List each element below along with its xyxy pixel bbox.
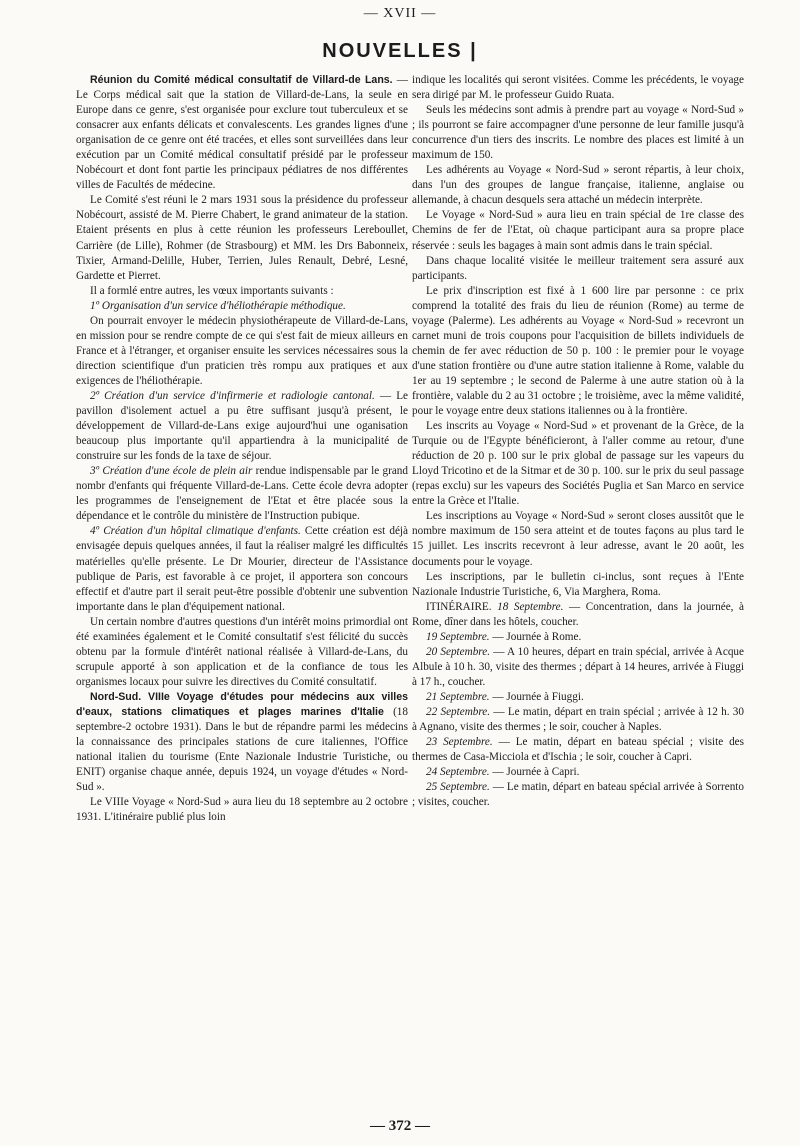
item-text: Cette création est déjà envisagée depuis quelques années, il faut la réaliser malgré les difficultés matérielles qu'elle présente. Le Dr Mourier, directeur de l'Assistance publique de Paris, est favorable à ce projet, il apportera son concours effectif et d'autre part il serait peut-être possible d'obtenir une subvention importante dans le plan d'équipement national.	[76, 525, 409, 613]
itinerary-item	[412, 690, 744, 705]
itinerary-text: — Le matin, départ en bateau spécial ; visite des thermes de Casa-Micciola et d'Ischia ; le soir, coucher à Capri.	[412, 736, 744, 764]
paragraph: Le VIIIe Voyage « Nord-Sud » aura lieu du 18 septembre au 2 octobre 1931. L'itinéraire publié plus loin	[76, 796, 408, 824]
list-item	[76, 464, 408, 524]
item-heading: 4º Création d'un hôpital climatique d'enfants.	[90, 525, 301, 538]
paragraph: On pourrait envoyer le médecin physiothérapeute de Villard-de-Lans, en mission pour se rendre compte de ce qui s'est fait de mieux ailleurs en France et à l'étranger, et organiser ensuite les services nécessaires sous la direction scientifique d'un praticien très rompu aux pratiques et aux exigences de l'héliothérapie.	[76, 314, 408, 387]
article-nord-sud	[76, 690, 408, 795]
itinerary-text: — Le matin, départ en train spécial ; arrivée à 12 h. 30 à Agnano, visite des thermes ; le soir, coucher à Naples.	[412, 705, 744, 734]
page-number: — 372 —	[370, 1118, 430, 1134]
itinerary-text: — A 10 heures, départ en train spécial, arrivée à Acque Albule à 10 h. 30, visite des thermes ; départ à 14 heures, arrivée à Fiuggi à 17 h., coucher.	[412, 645, 744, 688]
itinerary-date: 21 Septembre.	[426, 690, 490, 703]
paragraph: Le Comité s'est réuni le 2 mars 1931 sous la présidence du professeur Nobécourt, assisté de M. Pierre Chabert, le grand animateur de la station. Etaient présents en plus à cette réunion les professeurs Lereboullet, Carrière (de Lille), Rohmer (de Strasbourg) et MM. les Drs Babonneix, Tixier, Armand-Delille, Huber, Terrien, Jules Renault, Debré, Lesné, Gardette et Pierret.	[76, 194, 408, 282]
itinerary-date: 20 Septembre.	[426, 645, 490, 658]
itinerary-text: — Journée à Rome.	[489, 630, 582, 643]
paragraph: Le prix d'inscription est fixé à 1 600 lire par personne : ce prix comprend la totalité des frais du lieu de réunion (Rome) au terme de voyage (Palerme). Les adhérents au Voyage « Nord-Sud » recevront un carnet muni de trois coupons pour l'acquisition de billets individuels de chemin de fer avec réduction de 50 p. 100 : le premier pour le voyage d'une station frontière ou d'une autre station italienne à Rome, valable du 1er au 19 septembre ; le second de Palerme à une autre station où à la frontière, valable du 2 au 31 octobre ; le troisième, avec la même validité, pour le voyage entre deux stations italiennes ou à la frontière.	[412, 284, 744, 418]
itinerary-text: — Concentration, dans la journée, à Rome, dîner dans les hôtels, coucher.	[412, 600, 744, 628]
itinerary-label: ITINÉRAIRE.	[426, 600, 492, 613]
paragraph: indique les localités qui seront visitées. Comme les précédents, le voyage sera dirigé par M. le professeur Guido Ruata.	[412, 74, 744, 102]
paragraph-text: — Le Corps médical sait que la station de Villard-de-Lans, la seule en Europe dans ce genre, s'est organisée pour exclure tout tuberculeux et se consacrer aux enfants délicats et convalescents. Les grandes lignes d'une organisation de ce genre ont été tracées, et elles sont surveillées dans leur exécution par un Comité médical consultatif présidé par le professeur Nobécourt et dont font partie les principaux pédiatres de nos différentes villes de Facultés de médecine.	[76, 74, 408, 192]
list-item	[76, 524, 408, 614]
itinerary-date: 22 Septembre.	[426, 705, 491, 718]
article-heading: Réunion du Comité médical consultatif de Villard-de Lans.	[90, 74, 393, 86]
item-heading: 2º Création d'un service d'infirmerie et radiologie cantonal.	[90, 389, 375, 402]
itinerary-item	[412, 735, 744, 765]
itinerary-text: — Journée à Fiuggi.	[489, 690, 584, 703]
item-text: rendue indispensable par le grand nombr d'enfants qui fréquente Villard-de-Lans. Cette école devra adopter les programmes de l'enseignement de l'Etat et être placée sous la dépendance et le contrôle du ministère de l'Instruction pubique.	[76, 465, 408, 523]
itinerary-date: 25 Septembre.	[426, 781, 490, 794]
list-item	[76, 389, 408, 464]
right-column	[412, 73, 744, 810]
left-column	[76, 73, 408, 825]
itinerary-date: 23 Septembre.	[426, 736, 493, 749]
itinerary-item	[412, 780, 744, 810]
paragraph: Le Voyage « Nord-Sud » aura lieu en train spécial de 1re classe des Chemins de fer de l'Etat, où chaque participant aura sa propre place réservée : seuls les bagages à main sont admis dans le train spécial.	[412, 209, 744, 252]
itinerary-item	[412, 765, 744, 780]
itinerary-date: 24 Septembre.	[426, 766, 490, 779]
section-title: NOUVELLES |	[322, 40, 478, 62]
itinerary-item	[412, 705, 744, 735]
itinerary-date: 19 Septembre.	[426, 630, 490, 643]
itinerary-text: — Journée à Capri.	[489, 766, 580, 779]
paragraph: Les inscriptions au Voyage « Nord-Sud » seront closes aussitôt que le nombre maximum de 150 sera atteint et de toutes façons au plus tard le 15 juillet. Les inscrits recevront à leur adresse, avant le 20 août, les documents pour le voyage.	[412, 510, 744, 568]
paragraph: Dans chaque localité visitée le meilleur traitement sera assuré aux participants.	[412, 254, 744, 282]
itinerary-text: — Le matin, départ en bateau spécial arrivée à Sorrento ; visites, coucher.	[412, 781, 744, 809]
item-text: — Le pavillon d'isolement actuel a pu être suffisant jusqu'à présent, le développement de Villard-de-Lans exige aujourd'hui une oganisation beaucoup plus importante qu'il appartiendra à la municipalité de construire sur les fonds de la taxe de séjour.	[76, 389, 408, 463]
item-heading: 3º Création d'une école de plein air	[90, 465, 253, 478]
paragraph: Seuls les médecins sont admis à prendre part au voyage « Nord-Sud » ; ils pourront se faire accompagner d'une personne de leur famille jusqu'à concurrence d'un tiers des inscrits. Le nombre des places est limité à un maximum de 150.	[412, 104, 744, 162]
itinerary-item	[412, 630, 744, 645]
paragraph: Les inscriptions, par le bulletin ci-inclus, sont reçues à l'Ente Nazionale Industrie Turistiche, 6, Via Marghera, Roma.	[412, 570, 744, 598]
paragraph: Les inscrits au Voyage « Nord-Sud » et provenant de la Grèce, de la Turquie ou de l'Egypte bénéficieront, à l'aller comme au retour, d'une réduction de 20 p. 100 sur le prix global de passage sur les vapeurs du Lloyd Tricotino et de la Sitmar et de 30 p. 100. sur le prix du seul passage (repas exclu) sur les vapeurs des Sociétés Puglia et San Marco en service entre la Grèce et l'Italie.	[412, 420, 744, 508]
paragraph-text: (18 septembre-2 octobre 1931). Dans le but de répandre parmi les médecins la connaissance des principales stations de cure italiennes, l'Office national italien du tourisme (Ente Nazionale Industrie Turistiche, ou ENIT) organise chaque année, depuis 1924, un voyage d'études « Nord-Sud ».	[76, 705, 408, 794]
itinerary-item	[412, 645, 744, 690]
running-head: — XVII —	[363, 6, 437, 21]
itinerary-date: 18 Septembre.	[497, 600, 564, 613]
itinerary-item	[412, 600, 744, 630]
article-heading: Nord-Sud. VIIIe Voyage d'études pour médecins aux villes d'eaux, stations climatiques et plages marines d'Italie	[76, 690, 408, 718]
paragraph: Un certain nombre d'autres questions d'un intérêt moins primordial ont été examinées également et le Comité consultatif s'est félicité du succès obtenu par la formule d'intérêt national réalisée à Villard-de-Lans, du scrupule apporté à son application et de la confiance de tous les organismes locaux pour suivre les directives du Comité consultatif.	[76, 615, 408, 688]
article-villard	[76, 73, 408, 193]
paragraph: Il a formlé entre autres, les vœux importants suivants :	[90, 284, 334, 297]
paragraph: Les adhérents au Voyage « Nord-Sud » seront répartis, à leur choix, dans l'un des groupes de langue française, italienne, anglaise ou allemande, à chacun desquels sera attaché un médecin interprète.	[412, 164, 744, 207]
item-heading: 1º Organisation d'un service d'héliothérapie méthodique.	[90, 299, 346, 312]
list-item	[76, 299, 408, 314]
